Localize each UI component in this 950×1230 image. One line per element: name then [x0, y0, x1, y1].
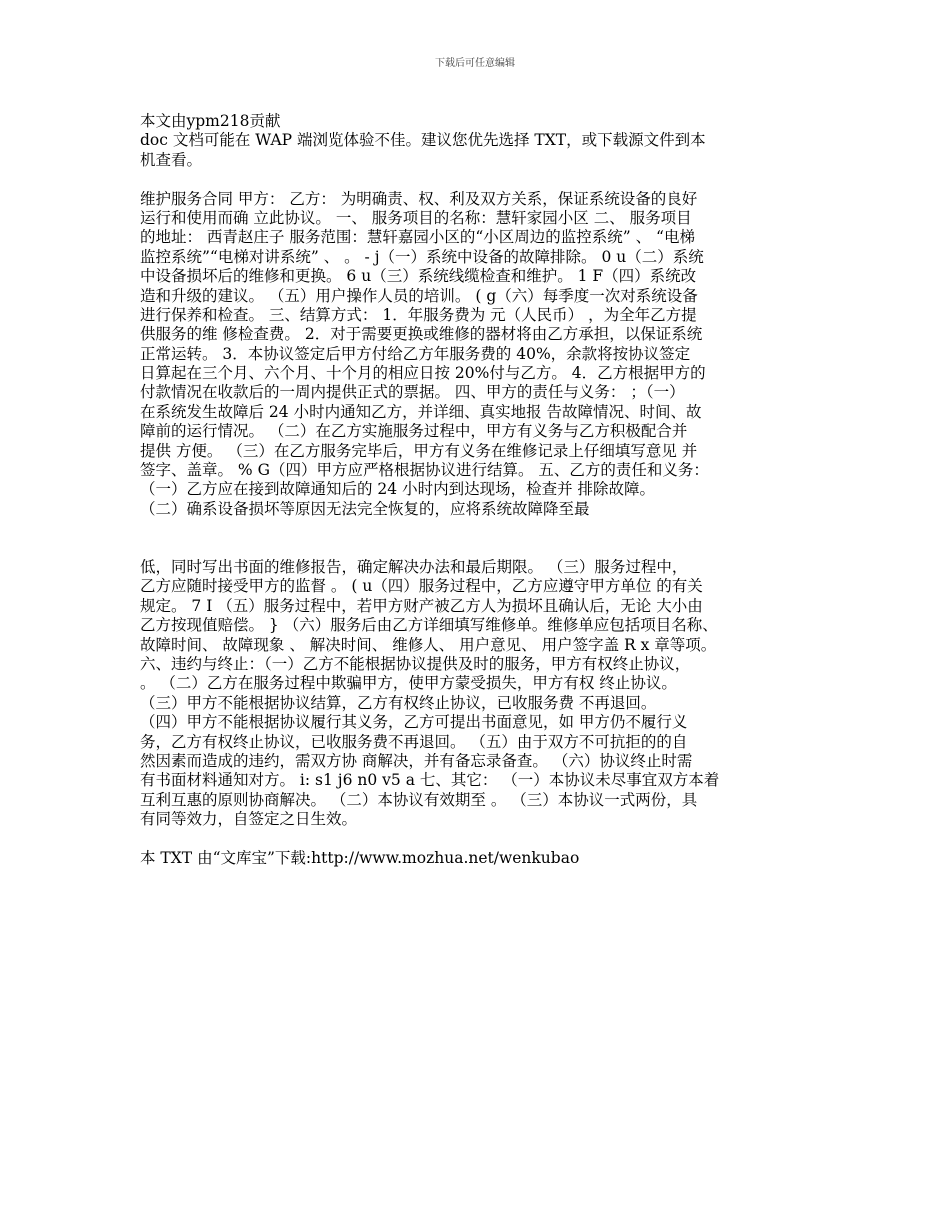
- text-line: 。 （二）乙方在服务过程中欺骗甲方，使甲方蒙受损失，甲方有权 终止协议。: [140, 674, 677, 693]
- text-line: 进行保养和检查。 三、结算方式： 1．年服务费为 元（人民币） ，为全年乙方提: [140, 305, 697, 324]
- blank-line: [140, 170, 830, 189]
- text-line: 维护服务合同 甲方： 乙方： 为明确责、权、利及双方关系，保证系统设备的良好: [140, 189, 698, 208]
- text-line: 有同等效力，自签定之日生效。: [140, 810, 358, 829]
- text-line: 的地址： 西青赵庄子 服务范围：慧轩嘉园小区的“小区周边的监控系统” 、 “电梯: [140, 228, 695, 247]
- text-line: 低，同时写出书面的维修报告，确定解决办法和最后期限。 （三）服务过程中，: [140, 557, 688, 576]
- text-line: 规定。 7 I （五）服务过程中，若甲方财产被乙方人为损坏且确认后，无论 大小由: [140, 596, 703, 615]
- text-line: 然因素而造成的违约，需双方协 商解决，并有备忘录备查。 （六）协议终止时需: [140, 751, 693, 770]
- text-line: 故障时间、 故障现象 、 解决时间、 维修人、 用户意见、 用户签字盖 R x 章等项。: [140, 635, 717, 654]
- text-line: 障前的运行情况。 （二）在乙方实施服务过程中，甲方有义务与乙方积极配合并: [140, 422, 688, 441]
- contract-paragraph-1: [140, 190, 830, 520]
- text-line: 监控系统”“电梯对讲系统” 、 。 - j（一）系统中设备的故障排除。 0 u（二）系统: [140, 247, 704, 266]
- text-line: 签字、盖章。 % G（四）甲方应严格根据协议进行结算。 五、乙方的责任和义务：: [140, 461, 709, 480]
- text-line: doc 文档可能在 WAP 端浏览体验不佳。建议您优先选择 TXT，或下载源文件到本: [140, 131, 706, 150]
- text-line: 机查看。: [140, 150, 203, 169]
- text-line: 在系统发生故障后 24 小时内通知乙方，并详细、真实地报 告故障情况、时间、故: [140, 402, 702, 421]
- text-line: （一）乙方应在接到故障通知后的 24 小时内到达现场，检查并 排除故障。: [140, 480, 656, 499]
- text-line: 本文由ypm218贡献: [140, 112, 281, 130]
- text-line: 六、违约与终止：（一）乙方不能根据协议提供及时的服务，甲方有权终止协议，: [140, 654, 691, 673]
- text-line: 务，乙方有权终止协议，已收服务费不再退回。 （五）由于双方不可抗拒的的自: [140, 732, 688, 751]
- text-line: （三）甲方不能根据协议结算，乙方有权终止协议，已收服务费 不再退回。: [140, 693, 657, 712]
- text-line: （二）确系设备损坏等原因无法完全恢复的，应将系统故障降至最: [140, 499, 590, 518]
- text-line: 日算起在三个月、六个月、十个月的相应日按 20%付与乙方。 4．乙方根据甲方的: [140, 364, 706, 383]
- page-header: 下载后可任意编辑: [435, 58, 515, 69]
- text-line: 造和升级的建议。 （五）用户操作人员的培训。 ( g（六）每季度一次对系统设备: [140, 286, 698, 305]
- text-line: 提供 方便。 （三）在乙方服务完毕后，甲方有义务在维修记录上仔细填写意见 并: [140, 441, 698, 460]
- text-line: 有书面材料通知对方。 i: s1 j6 n0 v5 a 七、其它： （一）本协议未尽事宜双方本着: [140, 771, 720, 790]
- document-body: [140, 112, 830, 868]
- text-line: 中设备损坏后的维修和更换。 6 u（三）系统线缆检查和维护。 1 F（四）系统改: [140, 267, 697, 286]
- text-line: 乙方应随时接受甲方的监督 。 ( u（四）服务过程中，乙方应遵守甲方单位 的有关: [140, 577, 703, 596]
- text-line: 供服务的维 修检查费。 2．对于需要更换或维修的器材将由乙方承担，以保证系统: [140, 325, 703, 344]
- text-line: （四）甲方不能根据协议履行其义务，乙方可提出书面意见，如 甲方仍不履行义: [140, 713, 688, 732]
- text-line: 付款情况在收款后的一周内提供正式的票据。 四、甲方的责任与义务： ；（一）: [140, 383, 685, 402]
- text-line: 正常运转。 3．本协议签定后甲方付给乙方年服务费的 40%，余款将按协议签定: [140, 344, 691, 363]
- text-line: 互利互惠的原则协商解决。 （二）本协议有效期至 。 （三）本协议一式两份，具: [140, 790, 698, 809]
- text-line: 运行和使用而确 立此协议。 一、 服务项目的名称：慧轩家园小区 二、 服务项目: [140, 208, 692, 227]
- contract-paragraph-2: [140, 558, 830, 829]
- text-line: 乙方按现值赔偿。 } （六）服务后由乙方详细填写维修单。维修单应包括项目名称、: [140, 616, 718, 635]
- blank-line: [140, 519, 830, 538]
- download-footer: 本 TXT 由“文库宝”下载:http://www.mozhua.net/wenkubao: [140, 848, 580, 867]
- blank-line: [140, 829, 830, 848]
- intro-block: [140, 112, 830, 170]
- blank-line: [140, 539, 830, 558]
